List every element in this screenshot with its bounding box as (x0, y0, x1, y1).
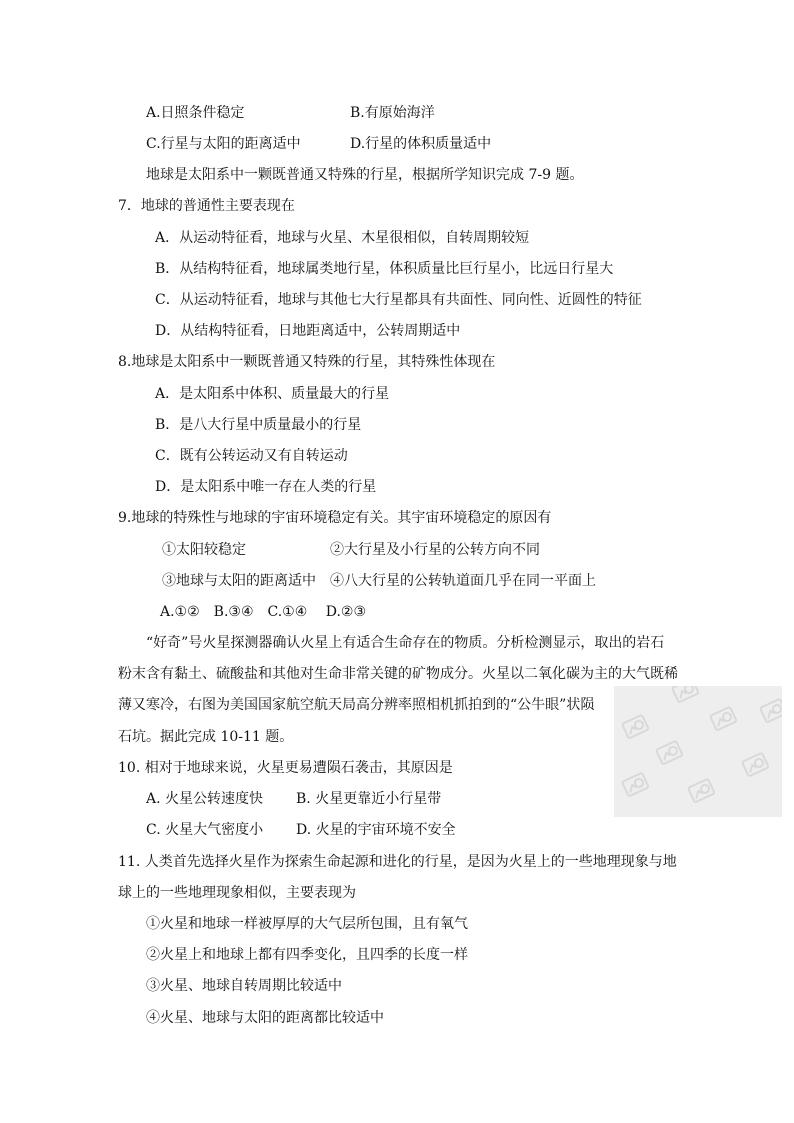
q11-stem-line-2: 球上的一些地理现象相似，主要表现为 (118, 885, 356, 901)
q11-statement-4: ④火星、地球与太阳的距离都比较适中 (146, 1010, 384, 1026)
q10-option-b: B. 火星更靠近小行星带 (296, 791, 442, 807)
intro-10-11-line-2: 粉末含有黏土、硫酸盐和其他对生命非常关键的矿物成分。火星以二氧化碳为主的大气既稀 (118, 666, 678, 682)
q8-option-c: C．既有公转运动又有自转运动 (155, 448, 348, 464)
q7-option-b: B．从结构特征看，地球属类地行星，体积质量比巨行星小，比远日行星大 (155, 261, 614, 277)
q11-statement-1: ①火星和地球一样被厚厚的大气层所包围，且有氧气 (146, 916, 468, 932)
q10-option-d: D. 火星的宇宙环境不安全 (296, 822, 456, 838)
intro-10-11-line-4: 石坑。据此完成 10-11 题。 (118, 729, 294, 745)
q7-option-d: D．从结构特征看，日地距离适中，公转周期适中 (155, 323, 461, 339)
q10-option-a: A. 火星公转速度快 (146, 791, 264, 807)
q11-statement-3: ③火星、地球自转周期比较适中 (146, 978, 342, 994)
q9-statement-2: ②大行星及小行星的公转方向不同 (330, 542, 540, 558)
image-watermark-icon (614, 686, 782, 817)
q10-stem: 10. 相对于地球来说，火星更易遭陨石袭击，其原因是 (118, 760, 453, 776)
q6-option-c: C.行星与太阳的距离适中 (146, 136, 301, 152)
intro-10-11-line-3: 薄又寒冷，右图为美国国家航空航天局高分辨率照相机抓拍到的“公牛眼”状陨 (118, 697, 595, 713)
q11-statement-2: ②火星上和地球上都有四季变化，且四季的长度一样 (146, 947, 468, 963)
crater-image-placeholder (614, 686, 782, 817)
q8-option-b: B．是八大行星中质量最小的行星 (155, 417, 362, 433)
q8-option-d: D．是太阳系中唯一存在人类的行星 (155, 479, 377, 495)
intro-10-11-line-1: “好奇”号火星探测器确认火星上有适合生命存在的物质。分析检测显示，取出的岩石 (146, 635, 665, 651)
q9-options: A.①② B.③④ C.①④ D.②③ (160, 604, 366, 620)
q9-statement-1: ①太阳较稳定 (162, 542, 246, 558)
q10-option-c: C. 火星大气密度小 (146, 822, 264, 838)
intro-7-9: 地球是太阳系中一颗既普通又特殊的行星，根据所学知识完成 7-9 题。 (146, 167, 584, 183)
q9-statement-4: ④八大行星的公转轨道面几乎在同一平面上 (330, 573, 596, 589)
q11-stem-line-1: 11. 人类首先选择火星作为探索生命起源和进化的行星，是因为火星上的一些地理现象与地 (118, 854, 677, 870)
q7-option-a: A．从运动特征看，地球与火星、木星很相似，自转周期较短 (155, 230, 530, 246)
q6-option-d: D.行星的体积质量适中 (350, 136, 492, 152)
q9-stem: 9.地球的特殊性与地球的宇宙环境稳定有关。其宇宙环境稳定的原因有 (118, 510, 552, 526)
q8-stem: 8.地球是太阳系中一颗既普通又特殊的行星，其特殊性体现在 (118, 354, 496, 370)
q8-option-a: A．是太阳系中体积、质量最大的行星 (155, 386, 390, 402)
q6-option-b: B.有原始海洋 (350, 105, 435, 121)
q7-option-c: C．从运动特征看，地球与其他七大行星都具有共面性、同向性、近圆性的特征 (155, 292, 642, 308)
q6-option-a: A.日照条件稳定 (146, 105, 245, 121)
q7-stem: 7．地球的普通性主要表现在 (118, 198, 295, 214)
q9-statement-3: ③地球与太阳的距离适中 (162, 573, 316, 589)
